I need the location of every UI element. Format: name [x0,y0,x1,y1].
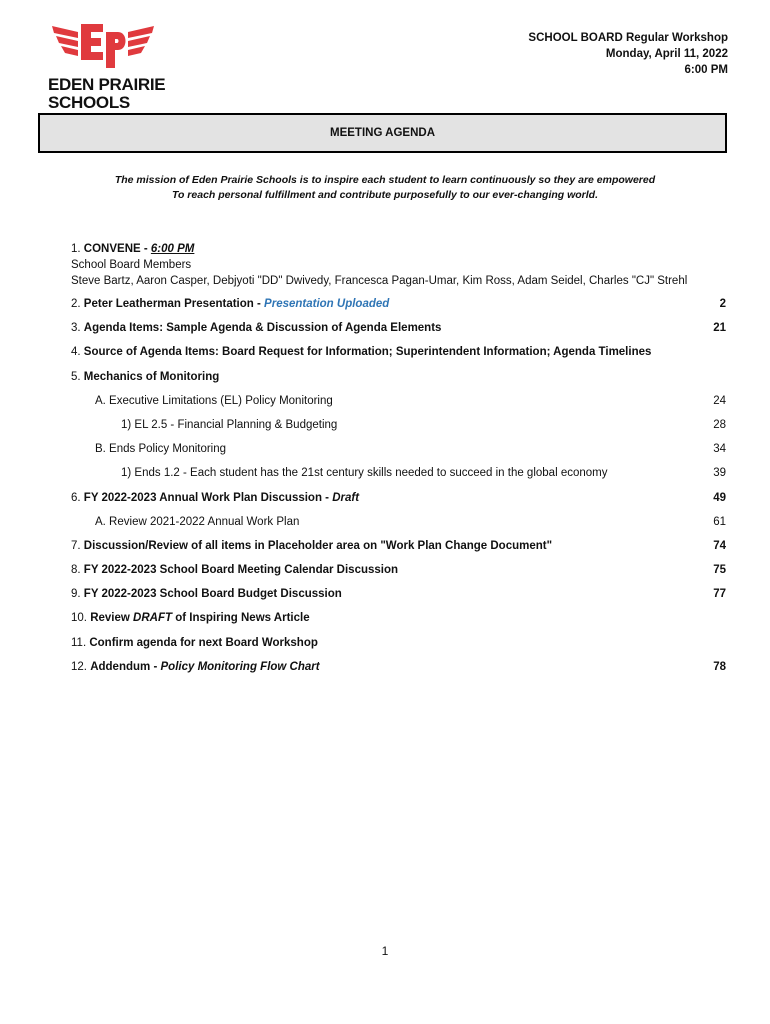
page-ref: 24 [713,394,726,407]
agenda-item-5a1: 1) EL 2.5 - Financial Planning & Budgeting 28 [71,413,726,437]
presentation-link[interactable]: Presentation Uploaded [264,298,390,310]
agenda-heading-box [38,113,727,153]
board-members-heading: School Board Members [71,259,192,271]
winged-ep-logo-icon [48,18,158,74]
item-number: 1. [71,243,81,255]
agenda-item-10: 10. Review DRAFT of Inspiring News Article [71,612,310,625]
agenda-item-8: 8. FY 2022-2023 School Board Meeting Calendar Discussion 75 [71,558,726,582]
item-label: CONVENE [83,243,141,255]
page-ref: 2 [719,298,726,310]
page-ref: 21 [713,322,726,335]
agenda-item-4: 4. Source of Agenda Items: Board Request for Information; Superintendent Information; Agenda Timelines [71,346,652,359]
meeting-info [528,30,728,78]
agenda-item-2: 2. Peter Leatherman Presentation - Presentation Uploaded 2 [71,292,726,316]
page-ref: 77 [713,588,726,601]
page-number: 1 [381,944,389,958]
page-ref: 49 [713,491,726,504]
agenda-list [71,241,726,679]
agenda-item-7: 7. Discussion/Review of all items in Placeholder area on "Work Plan Change Document" 74 [71,534,726,558]
agenda-item-12: 12. Addendum - Policy Monitoring Flow Chart 78 [71,655,726,679]
page-ref: 78 [713,660,726,673]
agenda-item-6a: A. Review 2021-2022 Annual Work Plan 61 [71,510,726,534]
district-name: EDEN PRAIRIE SCHOOLS [48,75,166,112]
page-ref: 61 [713,515,726,528]
page-ref: 39 [713,467,726,480]
mission-line-1: The mission of Eden Prairie Schools is to inspire each student to learn continuously so they are empowered [114,174,656,186]
agenda-heading: MEETING AGENDA [330,127,435,139]
page-ref: 75 [713,564,726,577]
page-ref: 34 [713,443,726,456]
agenda-item-11: 11. Confirm agenda for next Board Workshop [71,636,318,649]
convene-time: 6:00 PM [150,243,195,255]
agenda-item-5b: B. Ends Policy Monitoring 34 [71,437,726,461]
agenda-item-5: 5. Mechanics of Monitoring [71,370,220,383]
agenda-item-9: 9. FY 2022-2023 School Board Budget Discussion 77 [71,582,726,606]
board-members-list: Steve Bartz, Aaron Casper, Debjyoti "DD" Dwivedy, Francesca Pagan-Umar, Kim Ross, Adam Seidel, Charles "CJ" Strehl [71,275,688,287]
mission-line-2: To reach personal fulfillment and contribute purposefully to our ever-changing world. [171,189,599,201]
meeting-date: Monday, April 11, 2022 [605,48,728,60]
meeting-time: 6:00 PM [684,64,728,76]
agenda-item-3: 3. Agenda Items: Sample Agenda & Discussion of Agenda Elements 21 [71,316,726,340]
page-ref: 28 [713,418,726,431]
mission-statement [60,173,710,203]
agenda-item-6: 6. FY 2022-2023 Annual Work Plan Discussion - Draft 49 [71,486,726,510]
meeting-title: SCHOOL BOARD Regular Workshop [528,32,728,44]
agenda-item-5a: A. Executive Limitations (EL) Policy Monitoring 24 [71,389,726,413]
district-logo [48,18,228,126]
agenda-item-convene: 1. CONVENE - 6:00 PM School Board Members Steve Bartz, Aaron Casper, Debjyoti "DD" Dwivedy, Francesca Pagan-Umar, Kim Ross, Adam Seidel, Charles "CJ" Strehl [71,241,726,289]
agenda-item-5b1: 1) Ends 1.2 - Each student has the 21st century skills needed to succeed in the global economy 39 [71,461,726,485]
page-ref: 74 [713,539,726,552]
